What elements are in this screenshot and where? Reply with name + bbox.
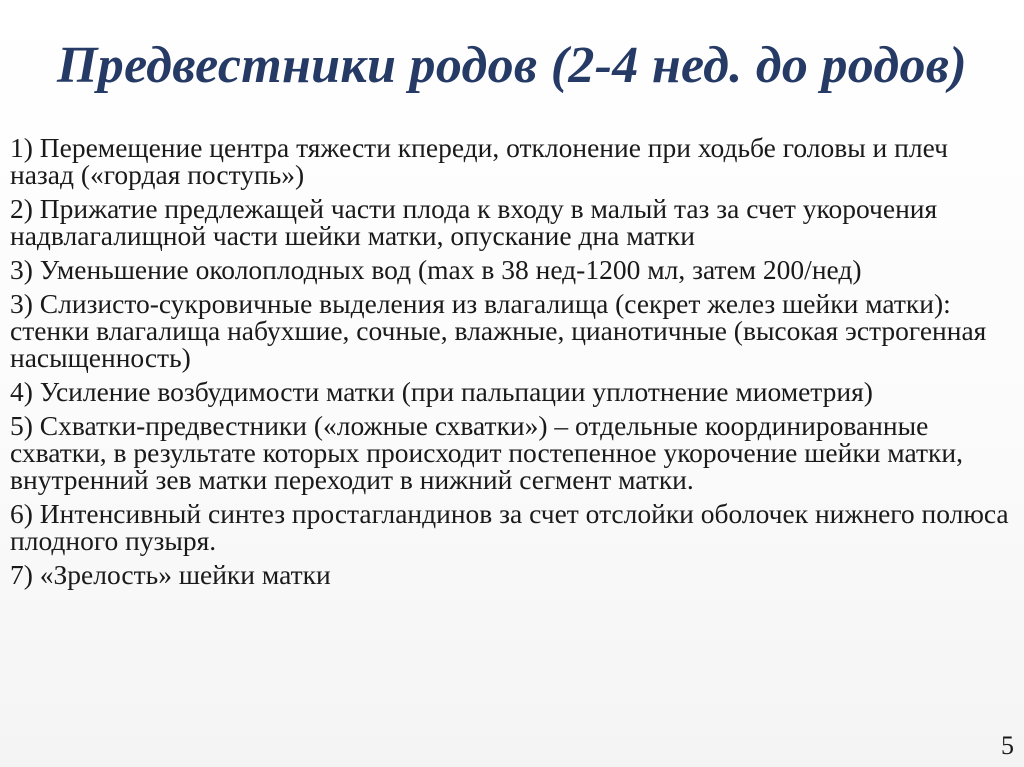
list-item: 2) Прижатие предлежащей части плода к входу в малый таз за счет укорочения надвлагалищной части шейки матки, опускание дна матки (10, 193, 938, 251)
list-item: 7) «Зрелость» шейки матки (10, 559, 331, 590)
list-item: 5) Схватки-предвестники («ложные схватки») – отдельные координированные схватки, в результате которых происходит постепенное укорочение шейки матки, внутренний зев матки переходит в нижний сегмент матки. (10, 410, 963, 495)
sign-list (10, 134, 1010, 595)
slide-title: Предвестники родов (2-4 нед. до родов) (57, 37, 967, 94)
page-number: 5 (1001, 731, 1014, 760)
list-item: 1) Перемещение центра тяжести кпереди, отклонение при ходьбе головы и плеч назад («гордая поступь») (10, 132, 948, 190)
list-item: 4) Усиление возбудимости матки (при пальпации уплотнение миометрия) (10, 376, 873, 407)
list-item: 3) Уменьшение околоплодных вод (max в 38 нед-1200 мл, затем 200/нед) (10, 254, 862, 285)
list-item: 6) Интенсивный синтез простагландинов за счет отслойки оболочек нижнего полюса плодного пузыря. (10, 498, 1009, 556)
list-item: 3) Слизисто-сукровичные выделения из влагалища (секрет желез шейки матки): стенки влагалища набухшие, сочные, влажные, цианотичные (высокая эстрогенная насыщенность) (10, 288, 987, 373)
